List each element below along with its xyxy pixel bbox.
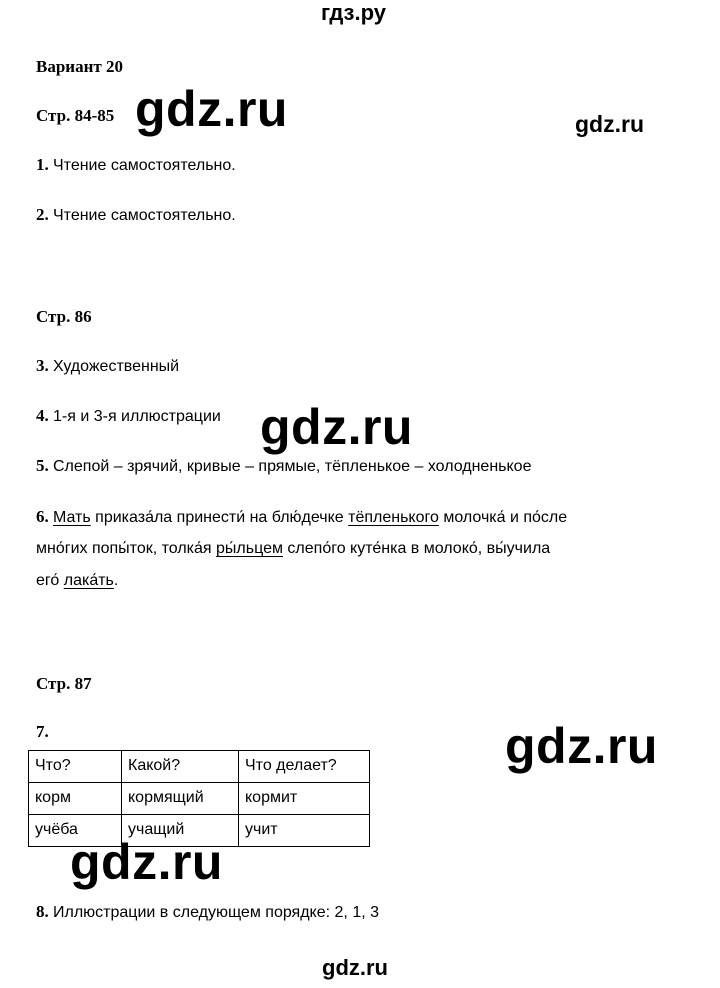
answer-4 <box>36 406 221 426</box>
answer-number: 3. <box>36 356 49 375</box>
answer-number: 8. <box>36 902 49 921</box>
underlined-word: Мать <box>53 509 91 526</box>
section-heading-86: Стр. 86 <box>36 307 92 326</box>
site-header: гдз.ру <box>321 0 386 25</box>
answer-6-line-1 <box>36 507 567 527</box>
answer-number: 5. <box>36 456 49 475</box>
underlined-word: лака́ть <box>63 572 114 589</box>
table-header-cell: Что? <box>29 751 122 783</box>
table-cell: корм <box>29 783 122 815</box>
table-cell: кормящий <box>122 783 239 815</box>
answer-6-line-2 <box>36 540 550 558</box>
watermark: gdz.ru <box>70 834 223 890</box>
table-cell: учёба <box>29 815 122 847</box>
watermark: gdz.ru <box>322 955 388 980</box>
answer-7 <box>36 722 49 742</box>
section-heading-84-85: Стр. 84-85 <box>36 106 115 125</box>
table-header-cell: Какой? <box>122 751 239 783</box>
answer-text: Чтение самостоятельно. <box>53 207 236 224</box>
underlined-word: тёпленького <box>348 509 439 526</box>
table-row <box>29 783 370 815</box>
answer-text: Иллюстрации в следующем порядке: 2, 1, 3 <box>53 904 379 921</box>
variant-title: Вариант 20 <box>36 57 123 76</box>
answer-text: мно́гих попы́ток, толка́я <box>36 540 217 557</box>
answer-text: Художественный <box>53 358 180 375</box>
watermark: gdz.ru <box>260 399 413 455</box>
answer-text: 1-я и 3-я иллюстрации <box>53 408 221 425</box>
answer-number: 2. <box>36 205 49 224</box>
table-header-cell: Что делает? <box>239 751 370 783</box>
table-cell: кормит <box>239 783 370 815</box>
answer-text: Слепой – зрячий, кривые – прямые, тёпленькое – холодненькое <box>53 458 532 475</box>
answer-text: приказа́ла принести́ на блю́дечке <box>90 509 349 526</box>
answer-1 <box>36 155 236 175</box>
watermark: gdz.ru <box>505 718 658 774</box>
answer-text: его́ <box>36 572 64 589</box>
watermark: gdz.ru <box>575 111 644 137</box>
answer-text: Чтение самостоятельно. <box>53 157 236 174</box>
answer-8 <box>36 902 379 922</box>
answer-text: молочка́ и по́сле <box>438 509 568 526</box>
answer-5 <box>36 456 531 476</box>
underlined-word: ры́льцем <box>216 540 283 557</box>
section-heading-87: Стр. 87 <box>36 674 92 693</box>
table-cell: учит <box>239 815 370 847</box>
answer-text: слепо́го куте́нка в молоко́, вы́учила <box>282 540 551 557</box>
table-cell: учащий <box>122 815 239 847</box>
answer-number: 4. <box>36 406 49 425</box>
answer-number: 7. <box>36 722 49 741</box>
answer-number: 6. <box>36 507 49 526</box>
answer-6-line-3 <box>36 572 118 590</box>
table-header-row <box>29 751 370 783</box>
answer-3 <box>36 356 179 376</box>
answer-number: 1. <box>36 155 49 174</box>
watermark: gdz.ru <box>135 81 288 137</box>
answer-2 <box>36 205 236 225</box>
answer-text: . <box>113 572 119 589</box>
